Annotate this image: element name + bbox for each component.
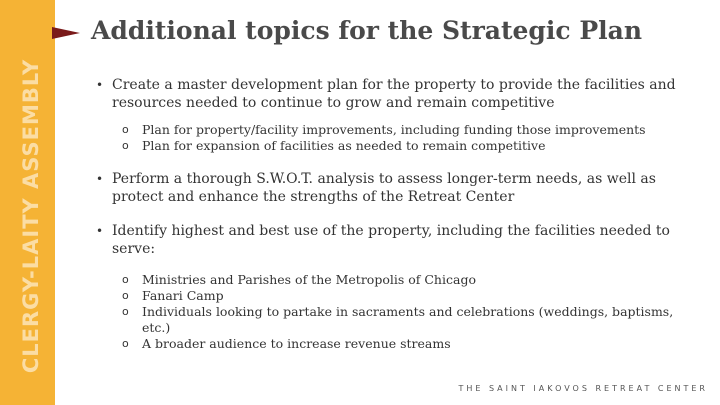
circle-bullet-icon: o	[122, 123, 129, 136]
sub-item	[96, 304, 696, 336]
sub-item-text: Ministries and Parishes of the Metropolis of Chicago	[142, 272, 476, 287]
sidebar-label: CLERGY-LAITY ASSEMBLY	[19, 58, 43, 374]
sub-item-text: Plan for property/facility improvements, including funding those improvements	[142, 122, 646, 137]
sub-item-text: Fanari Camp	[142, 288, 224, 303]
sub-item-text: Individuals looking to partake in sacraments and celebrations (weddings, baptisms, etc.)	[142, 304, 674, 335]
flag-marker-icon	[52, 27, 80, 39]
bullet-item	[96, 170, 696, 206]
sub-item	[96, 288, 696, 304]
slide-content	[96, 76, 696, 352]
circle-bullet-icon: o	[122, 139, 129, 152]
bullet-text: Perform a thorough S.W.O.T. analysis to assess longer-term needs, as well as protect and enhance the strengths of the Retreat Center	[112, 171, 656, 205]
bullet-dot-icon: •	[96, 224, 104, 238]
sidebar-band	[0, 0, 55, 405]
sub-item	[96, 336, 696, 352]
bullet-item	[96, 76, 696, 112]
circle-bullet-icon: o	[122, 289, 129, 302]
sub-item	[96, 138, 696, 154]
sub-item	[96, 272, 696, 288]
sub-item-text: Plan for expansion of facilities as needed to remain competitive	[142, 138, 546, 153]
bullet-item	[96, 222, 696, 258]
circle-bullet-icon: o	[122, 305, 129, 318]
bullet-dot-icon: •	[96, 172, 104, 186]
footer-organization: THE SAINT IAKOVOS RETREAT CENTER	[458, 384, 708, 393]
circle-bullet-icon: o	[122, 337, 129, 350]
bullet-text: Identify highest and best use of the property, including the facilities needed to serve:	[112, 223, 670, 257]
sub-item-text: A broader audience to increase revenue streams	[142, 336, 451, 351]
bullet-text: Create a master development plan for the property to provide the facilities and resources needed to continue to grow and remain competitive	[112, 77, 676, 111]
circle-bullet-icon: o	[122, 273, 129, 286]
sub-item	[96, 122, 696, 138]
page-title: Additional topics for the Strategic Plan	[91, 16, 642, 45]
bullet-dot-icon: •	[96, 78, 104, 92]
